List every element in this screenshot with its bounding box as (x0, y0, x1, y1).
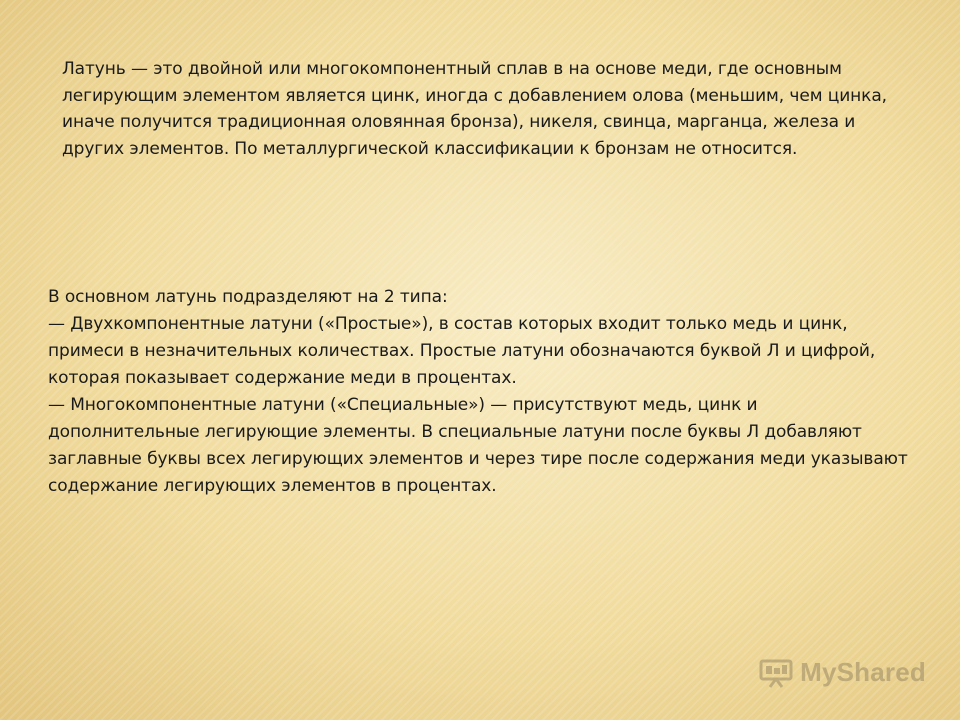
definition-text: — это двойной или многокомпонентный сплав в на основе меди, где основным легирующим элементом является цинк, иногда с добавлением олова (меньшим, чем цинка, иначе получится традиционная оловянная бронза), никеля, свинца, марганца, железа и других элементов. По металлургической классификации к бронзам не относится. (62, 59, 887, 159)
presentation-screen-icon (758, 658, 794, 688)
type-special-brass: — Многокомпонентные латуни («Специальные») — присутствуют медь, цинк и дополнительные легирующие элементы. В специальные латуни после буквы Л добавляют заглавные буквы всех легирующих элементов и через тире после содержания меди указывают содержание легирующих элементов в процентах. (48, 395, 908, 496)
watermark (758, 657, 926, 688)
types-paragraph (48, 284, 908, 500)
definition-paragraph (62, 56, 902, 162)
term-latun: Латунь (62, 59, 126, 79)
type-simple-brass: — Двухкомпонентные латуни («Простые»), в состав которых входит только медь и цинк, примеси в незначительных количествах. Простые латуни обозначаются буквой Л и цифрой, которая показывает содержание меди в процентах. (48, 314, 876, 388)
types-heading: В основном латунь подразделяют на 2 типа: (48, 287, 448, 307)
watermark-text: MyShared (800, 657, 926, 687)
